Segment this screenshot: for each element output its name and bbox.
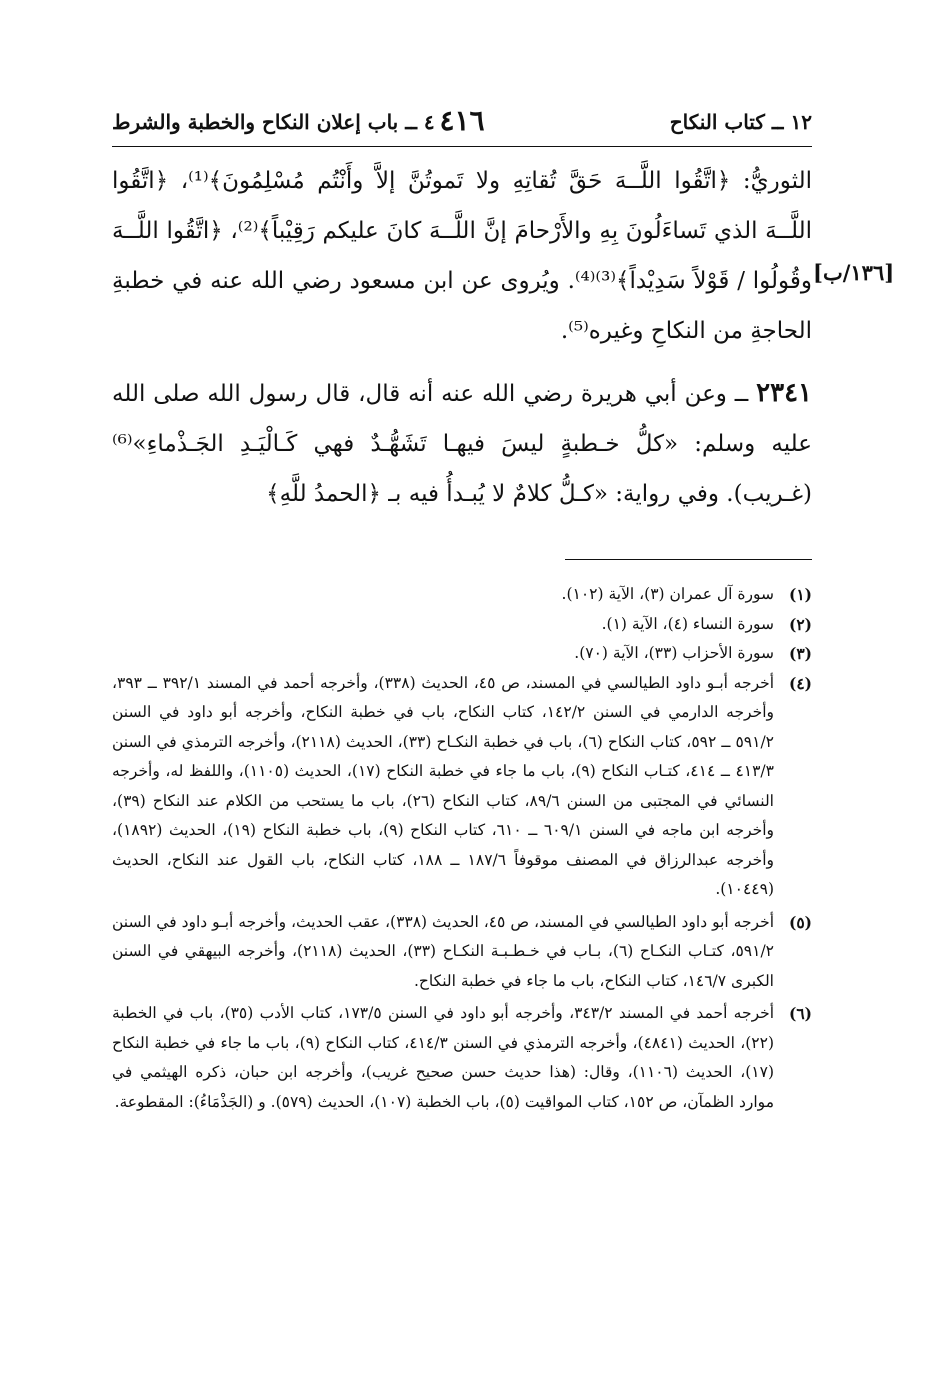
- chapter-title: ١٢ ــ كتاب النكاح: [669, 110, 812, 134]
- paragraph-thawri: الثوريُّ: ﴿اتَّقُوا اللَّــهَ حَقَّ تُقاتِهِ ولا تَموتُنَّ إلاَّ وأَنْتُم مُسْلِمُونَ﴾⁽¹⁾، ﴿اتَّقُوا اللَّــهَ الذي تَساءَلُونَ بِهِ والأَرْحامَ إنَّ اللَّــهَ كانَ عليكم رَقِيْباً﴾⁽²⁾، ﴿اتَّقُوا اللَّــهَ وقُولُوا / قَوْلاً سَدِيْداً﴾⁽³⁾⁽⁴⁾. ويُروى عن ابن مسعود رضي الله عنه في خطبةِ الحاجةِ من النكاحِ وغيره⁽⁵⁾.: [112, 168, 813, 344]
- hadith-number: ٢٣٤١: [756, 378, 813, 408]
- footnote-1: [112, 580, 812, 610]
- footnote-number: (٥): [788, 912, 812, 932]
- footnote-number: (١): [788, 585, 812, 604]
- main-text: [112, 156, 812, 519]
- header-rule: [112, 146, 812, 147]
- footnotes: [112, 580, 812, 1117]
- footnote-text: سورة النساء (٤)، الآية (١).: [601, 614, 774, 633]
- footnote-rule: [565, 559, 812, 560]
- footnote-number: (٣): [788, 644, 812, 663]
- footnote-text: سورة آل عمران (٣)، الآية (١٠٢).: [561, 585, 774, 603]
- footnote-6: [112, 999, 812, 1117]
- footnote-number: (٤): [788, 673, 812, 693]
- footnote-4: [112, 669, 812, 905]
- running-header: [112, 104, 812, 144]
- footnote-number: (٢): [788, 614, 812, 634]
- footnote-text: أخرجه أبـو داود الطيالسي في المسند، ص ٤٥، الحديث (٣٣٨)، وأخرجه أحمد في المسند ٣٩٢/١ ــ ٣٩٣، وأخرجه الدارمي في السنن ١٤٢/٢، كتاب النكاح، باب في خطبة النكاح، وأخرجه أبو داود في السنن ٥٩١/٢ ــ ٥٩٢، كتاب النكاح (٦)، باب في خطبة النكـاح (٣٣)، الحديث (٢١١٨)، وأخرجه الترمذي في السنن ٤١٣/٣ ــ ٤١٤، كتـاب النكاح (٩)، باب ما جاء في خطبة النكاح (١٧)، الحديث (١١٠٥)، واللفظ له، وأخرجه النسائي في المجتبى من السنن ٨٩/٦، كتاب النكاح (٢٦)، باب ما يستحب من الكلام عند النكاح (٣٩)، وأخرجه ابن ماجه في السنن ٦٠٩/١ ــ ٦١٠، كتاب النكاح (٩)، باب خطبة النكاح (١٩)، الحديث (١٨٩٢)، وأخرجه عبدالرزاق في المصنف موقوفاً ١٨٧/٦ ــ ١٨٨، كتاب النكاح، باب القول عند النكاح، الحديث (١٠٤٤٩).: [112, 673, 775, 898]
- folio-marker: [١٣٦/ب]: [813, 260, 895, 285]
- section-title: ٤ ــ باب إعلان النكاح والخطبة والشرط: [112, 110, 435, 134]
- footnote-3: [112, 639, 812, 669]
- footnote-5: [112, 908, 812, 997]
- page-number: ٤١٦: [439, 104, 485, 137]
- footnote-text: أخرجه أحمد في المسند ٣٤٣/٢، وأخرجه أبو داود في السنن ١٧٣/٥، كتاب الأدب (٣٥)، باب في الخطبة (٢٢)، الحديث (٤٨٤١)، وأخرجه الترمذي في السنن ٤١٤/٣، كتاب النكاح (٩)، باب ما جاء في خطبة النكاح (١٧)، الحديث (١١٠٦)، وقال: (هذا حديث حسن صحيح غريب)، وأخرجه ابن حبان، ذكره الهيثمي في موارد الظمآن، ص ١٥٢، كتاب المواقيت (٥)، باب الخطبة (١٠٧)، الحديث (٥٧٩). و (الجَذْمَاءُ): المقطوعة.: [112, 1004, 775, 1111]
- footnote-text: سورة الأحزاب (٣٣)، الآية (٧٠).: [574, 644, 774, 662]
- footnote-2: [112, 610, 812, 640]
- footnote-number: (٦): [788, 1004, 812, 1023]
- footnote-text: أخرجه أبو داود الطيالسي في المسند، ص ٤٥، الحديث (٣٣٨)، عقب الحديث، وأخرجه أبـو داود في السنن ٥٩١/٢، كتـاب النكـاح (٦)، بـاب في خـطـبـة النكـاح (٣٣)، الحديث (٢١١٨)، وأخرجه البيهقي في السنن الكبرى ١٤٦/٧، كتاب النكاح، باب ما جاء في خطبة النكاح.: [112, 912, 775, 990]
- hadith-text: ــ وعن أبي هريرة رضي الله عنه أنه قال، قال رسول الله صلى الله عليه وسلم: «كلُّ خـطبةٍ ليسَ فيهـا تَشَهُّـدٌ فهي كَـالْيَـدِ الجَـذْماءِ»⁽⁶⁾ (غـريب). وفي رواية: «كـلُّ كلامٌ لا يُبـدأُ فيه بـ ﴿الحمدُ للَّهِ﴾: [112, 381, 812, 507]
- hadith-paragraph: [112, 368, 812, 519]
